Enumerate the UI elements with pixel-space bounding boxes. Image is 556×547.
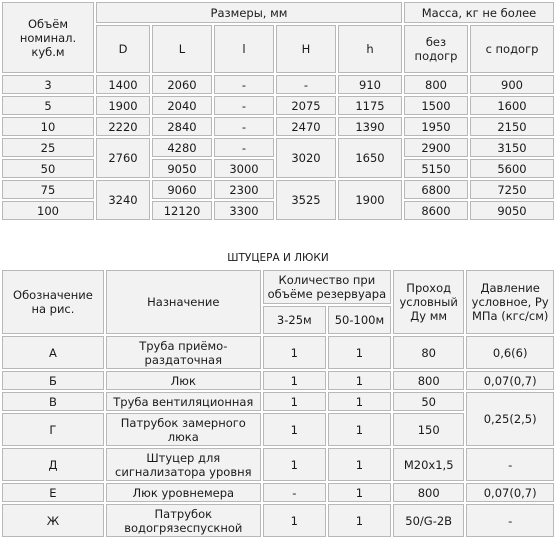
table-row — [2, 138, 554, 157]
cell-volume: 75 — [2, 180, 94, 199]
cell-l: 3300 — [214, 201, 274, 220]
cell-l: 3000 — [214, 159, 274, 178]
cell-nominal-bore: 50 — [393, 392, 464, 411]
dimensions-table — [0, 0, 556, 222]
cell-nominal-bore: 800 — [393, 483, 464, 502]
cell-nominal-bore: М20х1,5 — [393, 448, 464, 481]
cell-pressure: 0,25(2,5) — [466, 392, 554, 446]
table-row — [2, 483, 554, 502]
table-row — [2, 371, 554, 390]
cell-l: - — [214, 138, 274, 157]
cell-purpose: Труба вентиляционная — [106, 392, 261, 411]
cell-mass-with: 5600 — [470, 159, 554, 178]
cell-purpose: Труба приёмо-раздаточная — [106, 336, 261, 369]
header-volume: Объём номинал. куб.м — [2, 2, 94, 73]
cell-pressure: 0,07(0,7) — [466, 483, 554, 502]
cell-H: 3020 — [276, 138, 336, 178]
cell-l: - — [214, 75, 274, 94]
cell-qty-large: 1 — [328, 413, 391, 446]
cell-mass-without: 1950 — [404, 117, 468, 136]
cell-h: 1175 — [338, 96, 402, 115]
cell-purpose: Люк — [106, 371, 261, 390]
cell-mass-with: 3150 — [470, 138, 554, 157]
header-with-pallet: с подогр — [470, 25, 554, 73]
header-L: L — [152, 25, 212, 73]
table-row — [2, 392, 554, 411]
header-mass: Масса, кг не более — [404, 2, 554, 23]
cell-mark: Г — [2, 413, 104, 446]
header-h: h — [338, 25, 402, 73]
cell-h: 1900 — [338, 180, 402, 220]
header-qty-small: 3-25м — [263, 306, 326, 334]
cell-qty-large: 1 — [328, 392, 391, 411]
table-row — [2, 75, 554, 94]
table-row — [2, 504, 554, 537]
cell-H: 3525 — [276, 180, 336, 220]
cell-L: 4280 — [152, 138, 212, 157]
header-mark: Обозначение на рис. — [2, 270, 104, 334]
cell-qty-large: 1 — [328, 336, 391, 369]
cell-mark: Д — [2, 448, 104, 481]
cell-pressure: - — [466, 448, 554, 481]
cell-volume: 100 — [2, 201, 94, 220]
cell-D: 2220 — [96, 117, 150, 136]
cell-L: 9060 — [152, 180, 212, 199]
cell-qty-small: 1 — [263, 448, 326, 481]
cell-volume: 3 — [2, 75, 94, 94]
table-row — [2, 336, 554, 369]
cell-mark: Ж — [2, 504, 104, 537]
cell-D: 1400 — [96, 75, 150, 94]
cell-h: 910 — [338, 75, 402, 94]
cell-volume: 50 — [2, 159, 94, 178]
cell-L: 2840 — [152, 117, 212, 136]
header-nominal-bore: Проход условный Ду мм — [393, 270, 464, 334]
cell-nominal-bore: 80 — [393, 336, 464, 369]
cell-volume: 25 — [2, 138, 94, 157]
cell-h: 1650 — [338, 138, 402, 178]
cell-qty-small: 1 — [263, 371, 326, 390]
cell-nominal-bore: 50/G-2B — [393, 504, 464, 537]
header-H: H — [276, 25, 336, 73]
cell-qty-large: 1 — [328, 448, 391, 481]
cell-mass-without: 1500 — [404, 96, 468, 115]
cell-volume: 10 — [2, 117, 94, 136]
cell-qty-small: 1 — [263, 413, 326, 446]
cell-mass-with: 2150 — [470, 117, 554, 136]
cell-qty-small: 1 — [263, 336, 326, 369]
cell-mass-without: 6800 — [404, 180, 468, 199]
header-l: l — [214, 25, 274, 73]
cell-H: - — [276, 75, 336, 94]
cell-mark: Е — [2, 483, 104, 502]
cell-qty-small: - — [263, 483, 326, 502]
cell-mark: Б — [2, 371, 104, 390]
cell-H: 2470 — [276, 117, 336, 136]
header-dimensions: Размеры, мм — [96, 2, 402, 23]
header-quantity: Количество при объёме резервуара — [263, 270, 391, 304]
cell-L: 12120 — [152, 201, 212, 220]
header-D: D — [96, 25, 150, 73]
table-row — [2, 96, 554, 115]
cell-L: 2040 — [152, 96, 212, 115]
table-row — [2, 448, 554, 481]
cell-qty-large: 1 — [328, 371, 391, 390]
cell-qty-small: 1 — [263, 504, 326, 537]
cell-purpose: Штуцер для сигнализатора уровня — [106, 448, 261, 481]
cell-mark: В — [2, 392, 104, 411]
header-qty-large: 50-100м — [328, 306, 391, 334]
cell-mass-with: 900 — [470, 75, 554, 94]
cell-nominal-bore: 150 — [393, 413, 464, 446]
cell-H: 2075 — [276, 96, 336, 115]
fittings-table — [0, 268, 556, 539]
cell-D: 3240 — [96, 180, 150, 220]
table-row — [2, 117, 554, 136]
cell-volume: 5 — [2, 96, 94, 115]
cell-l: - — [214, 117, 274, 136]
cell-nominal-bore: 800 — [393, 371, 464, 390]
cell-qty-large: 1 — [328, 504, 391, 537]
cell-qty-large: 1 — [328, 483, 391, 502]
cell-D: 1900 — [96, 96, 150, 115]
cell-mass-without: 5150 — [404, 159, 468, 178]
cell-pressure: - — [466, 504, 554, 537]
cell-mass-without: 800 — [404, 75, 468, 94]
cell-h: 1390 — [338, 117, 402, 136]
cell-purpose: Патрубок водогрязеспускной — [106, 504, 261, 537]
header-pressure: Давление условное, Ру МПа (кгс/см) — [466, 270, 554, 334]
table-row — [2, 180, 554, 199]
cell-qty-small: 1 — [263, 392, 326, 411]
cell-D: 2760 — [96, 138, 150, 178]
cell-pressure: 0,6(6) — [466, 336, 554, 369]
section-caption: ШТУЦЕРА И ЛЮКИ — [227, 252, 329, 264]
cell-purpose: Люк уровнемера — [106, 483, 261, 502]
cell-mass-with: 9050 — [470, 201, 554, 220]
cell-l: - — [214, 96, 274, 115]
cell-L: 2060 — [152, 75, 212, 94]
cell-l: 2300 — [214, 180, 274, 199]
cell-pressure: 0,07(0,7) — [466, 371, 554, 390]
cell-mass-with: 1600 — [470, 96, 554, 115]
header-purpose: Назначение — [106, 270, 261, 334]
header-without-pallet: без подогр — [404, 25, 468, 73]
cell-mass-without: 2900 — [404, 138, 468, 157]
cell-L: 9050 — [152, 159, 212, 178]
cell-purpose: Патрубок замерного люка — [106, 413, 261, 446]
cell-mark: А — [2, 336, 104, 369]
cell-mass-with: 7250 — [470, 180, 554, 199]
cell-mass-without: 8600 — [404, 201, 468, 220]
